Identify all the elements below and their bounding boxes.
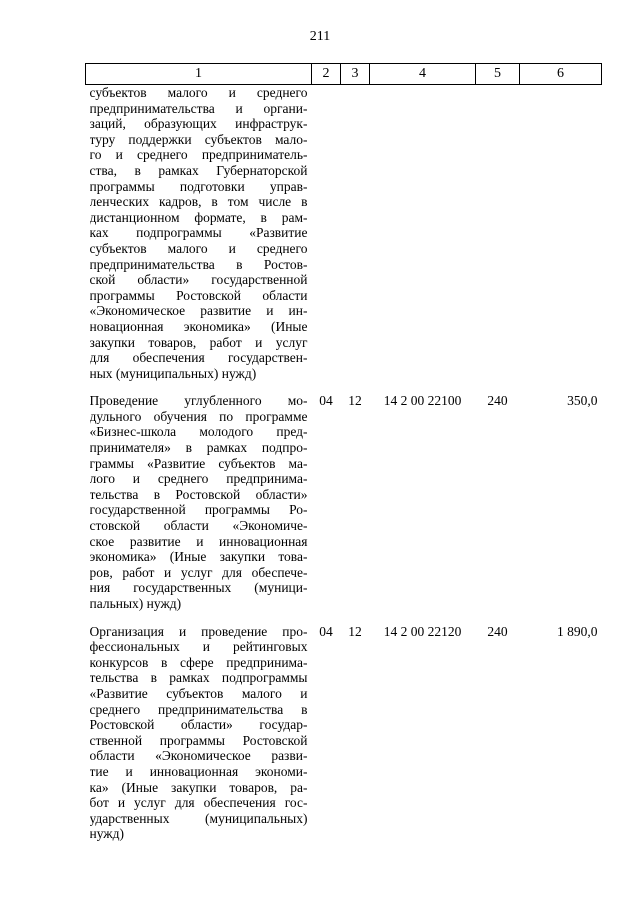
description-line: среднего предпринимательства в xyxy=(89,701,308,717)
description-line: конкурсов в сфере предпринима- xyxy=(89,654,308,670)
description-line: Организация и проведение про- xyxy=(89,623,308,639)
description-line: пальных) нужд) xyxy=(89,596,182,611)
description-line: субъектов малого и среднего xyxy=(89,85,308,100)
description-line: го и среднего предприниматель- xyxy=(89,147,308,163)
row-subsection: 12 xyxy=(348,393,362,409)
description-line: заций, образующих инфраструк- xyxy=(89,116,308,132)
description-line: дульного обучения по программе xyxy=(89,408,308,424)
header-row xyxy=(86,64,602,85)
description-line: «Бизнес-школа молодого пред- xyxy=(89,424,308,440)
description-line: ударственных (муниципальных) xyxy=(89,810,308,826)
description-line: закупки товаров, работ и услуг xyxy=(89,334,308,350)
budget-table xyxy=(85,63,602,842)
description-line: программы подготовки управ- xyxy=(89,178,308,194)
page-number: 211 xyxy=(309,29,331,44)
description-line: туру поддержки субъектов мало- xyxy=(89,131,308,147)
description-line: экономика» (Иные закупки това- xyxy=(89,549,308,565)
row-amount xyxy=(520,85,602,382)
description-line: ленческих кадров, в том числе в xyxy=(89,194,308,210)
description-line: субъектов малого и среднего xyxy=(89,240,308,256)
row-expense-type: 240 xyxy=(487,393,508,409)
table-body xyxy=(86,85,602,842)
description-line: ства, в рамках Губернаторской xyxy=(89,162,308,178)
row-description xyxy=(86,612,312,842)
description-line: Проведение углубленного мо- xyxy=(89,393,308,409)
row-target-article: 14 2 00 22100 xyxy=(383,393,462,409)
row-section: 04 xyxy=(319,393,333,409)
header-col-2: 2 xyxy=(312,64,341,85)
table-row xyxy=(86,85,602,382)
row-expense-type: 240 xyxy=(487,623,508,639)
row-description xyxy=(86,85,312,382)
row-amount: 350,0 xyxy=(567,393,598,409)
description-line: ское развитие и инновационная xyxy=(89,533,308,549)
description-line: ка» (Иные закупки товаров, ра- xyxy=(89,779,308,795)
row-target-article: 14 2 00 22120 xyxy=(383,623,462,639)
description-line: нужд) xyxy=(89,826,124,842)
row-subsection: 12 xyxy=(348,623,362,639)
description-line: области «Экономическое разви- xyxy=(89,748,308,764)
description-line: ния государственных (муници- xyxy=(89,580,308,596)
header-col-5: 5 xyxy=(476,64,520,85)
description-line: для обеспечения государствен- xyxy=(89,350,308,366)
description-line: ственной программы Ростовской xyxy=(89,732,308,748)
description-line: фессиональных и рейтинговых xyxy=(89,639,308,655)
description-line: новационная экономика» (Иные xyxy=(89,318,308,334)
description-line: ской области» государственной xyxy=(89,272,308,288)
description-line: дистанционном формате, в рам- xyxy=(89,209,308,225)
description-line: «Развитие субъектов малого и xyxy=(89,685,308,701)
description-line: предпринимательства в Ростов- xyxy=(89,256,308,272)
description-line: бот и услуг для обеспечения гос- xyxy=(89,795,308,811)
row-section: 04 xyxy=(319,623,333,639)
description-line: лого и среднего предпринима- xyxy=(89,471,308,487)
description-line: стовской области «Экономиче- xyxy=(89,518,308,534)
description-line: государственной программы Ро- xyxy=(89,502,308,518)
header-col-3: 3 xyxy=(341,64,370,85)
description-line: ках подпрограммы «Развитие xyxy=(89,225,308,241)
header-col-4: 4 xyxy=(370,64,476,85)
description-line: программы Ростовской области xyxy=(89,287,308,303)
description-line: тельства в Ростовской области» xyxy=(89,486,308,502)
row-target-article xyxy=(370,85,476,382)
description-line: «Экономическое развитие и ин- xyxy=(89,303,308,319)
description-line: Ростовской области» государ- xyxy=(89,717,308,733)
description-line: ных (муниципальных) нужд) xyxy=(89,365,257,381)
row-description xyxy=(86,381,312,611)
table-row xyxy=(86,381,602,611)
row-expense-type xyxy=(476,85,520,382)
row-subsection xyxy=(341,85,370,382)
description-line: предпринимательства и органи- xyxy=(89,100,308,116)
description-line: граммы «Развитие субъектов ма- xyxy=(89,455,308,471)
description-line: ров, работ и услуг для обеспече- xyxy=(89,564,308,580)
row-amount: 1 890,0 xyxy=(557,623,598,639)
header-col-6: 6 xyxy=(520,64,602,85)
description-line: тельства в рамках подпрограммы xyxy=(89,670,308,686)
table-header xyxy=(86,64,602,85)
description-line: принимателя» в рамках подпро- xyxy=(89,440,308,456)
header-col-1: 1 xyxy=(86,64,312,85)
row-section xyxy=(312,85,341,382)
description-line: тие и инновационная экономи- xyxy=(89,763,308,779)
table-row xyxy=(86,612,602,842)
